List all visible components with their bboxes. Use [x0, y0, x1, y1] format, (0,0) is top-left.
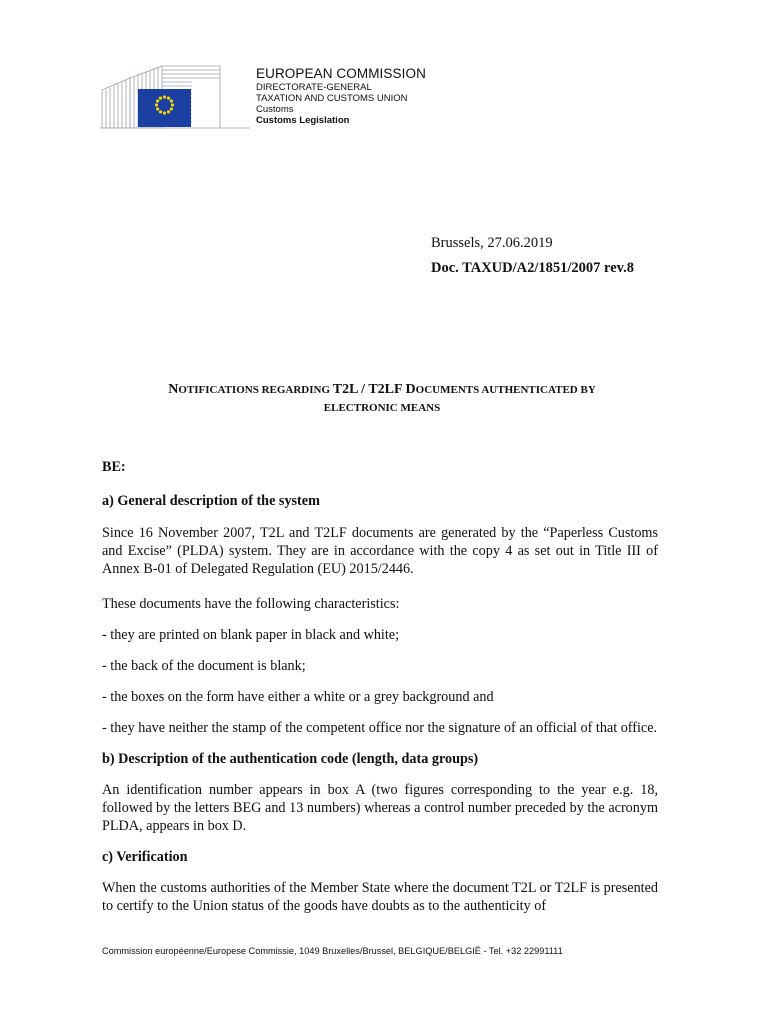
- characteristics-intro: These documents have the following characteristics:: [102, 596, 400, 612]
- page-footer: Commission européenne/Europese Commissie, 1049 Bruxelles/Brussel, BELGIQUE/BELGIË - Tel. +32 22991111: [102, 946, 563, 956]
- directorate: Customs: [256, 104, 294, 115]
- document-body: [102, 458, 658, 915]
- section-b-paragraph: An identification number appears in box A (two figures corresponding to the year e.g. 18, followed by the letters BEG and 13 numbers) whereas a control number preceded by the acronym PLDA, appears in box D.: [102, 782, 658, 834]
- document-title: [102, 380, 662, 417]
- eu-flag: [138, 89, 191, 127]
- country-heading: BE:: [102, 459, 126, 475]
- characteristic-item: - the back of the document is blank;: [102, 658, 306, 674]
- characteristic-item: - they have neither the stamp of the competent office nor the signature of an official of that office.: [102, 720, 658, 736]
- dg-line-2: TAXATION AND CUSTOMS UNION: [256, 93, 408, 104]
- org-name: EUROPEAN COMMISSION: [256, 66, 426, 81]
- section-a-heading: a) General description of the system: [102, 493, 320, 509]
- title-line-1: NOTIFICATIONS REGARDING T2L / T2LF DOCUMENTS AUTHENTICATED BY: [168, 382, 596, 397]
- unit: Customs Legislation: [256, 115, 350, 126]
- document-meta: [431, 235, 634, 277]
- dg-line-1: DIRECTORATE-GENERAL: [256, 82, 372, 93]
- title-line-2: ELECTRONIC MEANS: [323, 402, 441, 414]
- characteristic-item: - they are printed on blank paper in black and white;: [102, 627, 400, 643]
- place-date: Brussels, 27.06.2019: [431, 235, 553, 251]
- section-b-heading: b) Description of the authentication code (length, data groups): [102, 751, 479, 767]
- document-reference: Doc. TAXUD/A2/1851/2007 rev.8: [431, 260, 634, 276]
- european-commission-logo: [100, 60, 250, 130]
- organisation-block: [256, 66, 426, 126]
- characteristic-item: - the boxes on the form have either a white or a grey background and: [102, 689, 494, 705]
- section-c-paragraph: When the customs authorities of the Member State where the document T2L or T2LF is presented to certify to the Union status of the goods have doubts as to the authenticity of: [102, 880, 658, 914]
- section-a-paragraph: Since 16 November 2007, T2L and T2LF documents are generated by the “Paperless Customs and Excise” (PLDA) system. They are in accordance with the copy 4 as set out in Title III of Annex B-01 of Delegated Regulation (EU) 2015/2446.: [102, 525, 658, 577]
- section-c-heading: c) Verification: [102, 849, 188, 865]
